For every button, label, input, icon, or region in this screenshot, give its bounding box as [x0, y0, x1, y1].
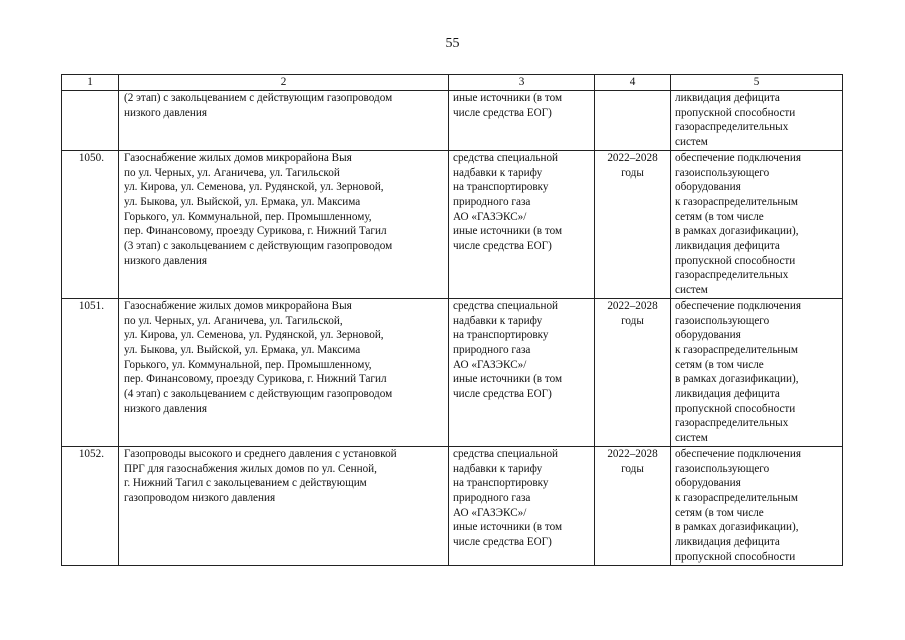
- column-header-3: 3: [449, 75, 595, 91]
- gas-projects-table: [61, 74, 843, 566]
- object-name-cell: Газопроводы высокого и среднего давления с установкой ПРГ для газоснабжения жилых домов по ул. Сенной, г. Нижний Тагил с закольцеванием с действующим газопроводом низкого давления: [119, 446, 449, 565]
- row-number-cell: 1051.: [62, 298, 119, 446]
- funding-source-cell: средства специальной надбавки к тарифу на транспортировку природного газа АО «ГАЗЭКС»/ иные источники (в том числе средства ЕОГ): [449, 446, 595, 565]
- expected-result-cell: ликвидация дефицита пропускной способности газораспределительных систем: [671, 91, 843, 151]
- table-row: [62, 91, 843, 151]
- header-row: [62, 75, 843, 91]
- table-row: [62, 150, 843, 298]
- column-header-1: 1: [62, 75, 119, 91]
- column-header-4: 4: [595, 75, 671, 91]
- term-cell: 2022–2028 годы: [595, 298, 671, 446]
- row-number-cell: 1050.: [62, 150, 119, 298]
- expected-result-cell: обеспечение подключения газоиспользующего оборудования к газораспределительным сетям (в том числе в рамках догазификации), ликвидация дефицита пропускной способности газораспределительных систем: [671, 298, 843, 446]
- expected-result-cell: обеспечение подключения газоиспользующего оборудования к газораспределительным сетям (в том числе в рамках догазификации), ликвидация дефицита пропускной способности: [671, 446, 843, 565]
- funding-source-cell: средства специальной надбавки к тарифу на транспортировку природного газа АО «ГАЗЭКС»/ иные источники (в том числе средства ЕОГ): [449, 298, 595, 446]
- object-name-cell: Газоснабжение жилых домов микрорайона Выя по ул. Черных, ул. Аганичева, ул. Тагильской, ул. Кирова, ул. Семенова, ул. Рудянской, ул. Зерновой, ул. Быкова, ул. Выйской, ул. Ермака, ул. Максима Горького, ул. Коммунальной, пер. Промышленному, пер. Финансовому, проезду Сурикова, г. Нижний Тагил (4 этап) с закольцеванием с действующим газопроводом низкого давления: [119, 298, 449, 446]
- funding-source-cell: иные источники (в том числе средства ЕОГ): [449, 91, 595, 151]
- column-header-2: 2: [119, 75, 449, 91]
- page-number: 55: [445, 36, 460, 51]
- row-number-cell: 1052.: [62, 446, 119, 565]
- object-name-cell: Газоснабжение жилых домов микрорайона Выя по ул. Черных, ул. Аганичева, ул. Тагильской ул. Кирова, ул. Семенова, ул. Рудянской, ул. Зерновой, ул. Быкова, ул. Выйской, ул. Ермака, ул. Максима Горького, ул. Коммунальной, пер. Промышленному, пер. Финансовому, проезду Сурикова, г. Нижний Тагил (3 этап) с закольцеванием с действующим газопроводом низкого давления: [119, 150, 449, 298]
- table-row: [62, 446, 843, 565]
- object-name-cell: (2 этап) с закольцеванием с действующим газопроводом низкого давления: [119, 91, 449, 151]
- term-cell: 2022–2028 годы: [595, 446, 671, 565]
- expected-result-cell: обеспечение подключения газоиспользующего оборудования к газораспределительным сетям (в том числе в рамках догазификации), ликвидация дефицита пропускной способности газораспределительных систем: [671, 150, 843, 298]
- term-cell: [595, 91, 671, 151]
- row-number-cell: [62, 91, 119, 151]
- table-row: [62, 298, 843, 446]
- column-header-5: 5: [671, 75, 843, 91]
- term-cell: 2022–2028 годы: [595, 150, 671, 298]
- funding-source-cell: средства специальной надбавки к тарифу на транспортировку природного газа АО «ГАЗЭКС»/ иные источники (в том числе средства ЕОГ): [449, 150, 595, 298]
